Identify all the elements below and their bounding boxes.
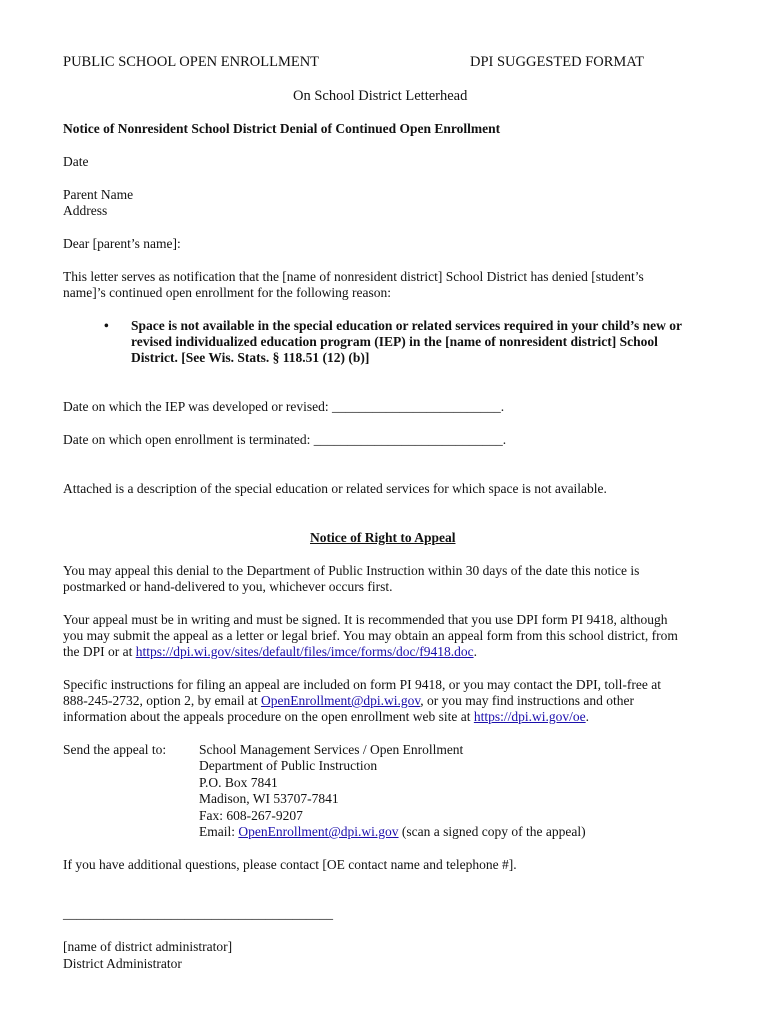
appeal-p2-line-3 <box>63 644 477 660</box>
header-right: DPI SUGGESTED FORMAT <box>470 54 645 70</box>
administrator-name: [name of district administrator] <box>63 939 233 954</box>
bullet-line-2: revised individualized education program (IEP) in the [name of nonresident district] School <box>131 334 658 349</box>
appeal-p2-line-3-end: . <box>473 644 477 659</box>
parent-name: Parent Name <box>63 187 134 202</box>
appeal-p2-line-3-text: the DPI or at <box>63 644 136 659</box>
appeal-p2-line-1: Your appeal must be in writing and must be signed. It is recommended that you use DPI form PI 9418, although <box>63 612 668 627</box>
send-to-email-line <box>199 824 586 840</box>
appeal-p3-line-3-end: . <box>585 709 590 724</box>
send-to-email-link[interactable]: OpenEnrollment@dpi.wi.gov <box>238 824 399 839</box>
appeal-heading: Notice of Right to Appeal <box>310 530 456 545</box>
send-to-line-2: Department of Public Instruction <box>199 758 378 773</box>
send-to-line-4: Madison, WI 53707-7841 <box>199 791 339 806</box>
send-to-line-5: Fax: 608-267-9207 <box>199 808 303 823</box>
letterhead-note: On School District Letterhead <box>293 88 468 104</box>
appeal-p3-line-3-text: information about the appeals procedure on the open enrollment web site at <box>63 709 474 724</box>
terminated-date-line: Date on which open enrollment is terminated: ____________________________. <box>63 432 507 447</box>
appeal-p1-line-1: You may appeal this denial to the Department of Public Instruction within 30 days of the date this notice is <box>63 563 640 578</box>
bullet-icon: • <box>104 318 109 333</box>
administrator-title: District Administrator <box>63 956 182 971</box>
signature-line: ________________________________________ <box>63 906 333 921</box>
send-to-email-label: Email: <box>199 824 239 839</box>
appeal-p3-line-1: Specific instructions for filing an appeal are included on form PI 9418, or you may contact the DPI, toll-free at <box>63 677 661 692</box>
appeal-p3-line-2-end: , or you may find instructions and other <box>420 693 634 708</box>
date-label: Date <box>63 154 89 169</box>
appeal-p3-line-2-text: 888-245-2732, option 2, by email at <box>63 693 261 708</box>
salutation: Dear [parent’s name]: <box>63 236 181 251</box>
questions-line: If you have additional questions, please contact [OE contact name and telephone #]. <box>63 857 517 872</box>
appeal-p3-line-3 <box>63 709 589 725</box>
intro-line-2: name]’s continued open enrollment for the following reason: <box>63 285 392 300</box>
appeal-p1-line-2: postmarked or hand-delivered to you, whichever occurs first. <box>63 579 393 594</box>
send-to-line-1: School Management Services / Open Enrollment <box>199 742 464 757</box>
notice-title: Notice of Nonresident School District Denial of Continued Open Enrollment <box>63 121 501 136</box>
attached-note: Attached is a description of the special education or related services for which space is not available. <box>63 481 607 496</box>
email-link[interactable]: OpenEnrollment@dpi.wi.gov <box>260 693 421 708</box>
address: Address <box>63 203 108 218</box>
send-to-label: Send the appeal to: <box>63 742 167 757</box>
iep-date-line: Date on which the IEP was developed or revised: _________________________. <box>63 399 505 414</box>
appeal-p2-line-2: you may submit the appeal as a letter or legal brief. You may obtain an appeal form from this school district, from <box>63 628 678 643</box>
send-to-email-note: (scan a signed copy of the appeal) <box>398 824 586 839</box>
appeal-p3-line-2 <box>63 693 634 709</box>
oe-website-link[interactable]: https://dpi.wi.gov/oe <box>473 709 586 724</box>
form-download-link[interactable]: https://dpi.wi.gov/sites/default/files/imce/forms/doc/f9418.doc <box>135 644 474 659</box>
send-to-line-3: P.O. Box 7841 <box>199 775 278 790</box>
header-left: PUBLIC SCHOOL OPEN ENROLLMENT <box>63 54 320 70</box>
bullet-line-1: Space is not available in the special education or related services required in your child’s new or <box>131 318 682 333</box>
bullet-line-3: District. [See Wis. Stats. § 118.51 (12) (b)] <box>131 350 370 365</box>
intro-line-1: This letter serves as notification that the [name of nonresident district] School District has denied [student’s <box>63 269 644 284</box>
